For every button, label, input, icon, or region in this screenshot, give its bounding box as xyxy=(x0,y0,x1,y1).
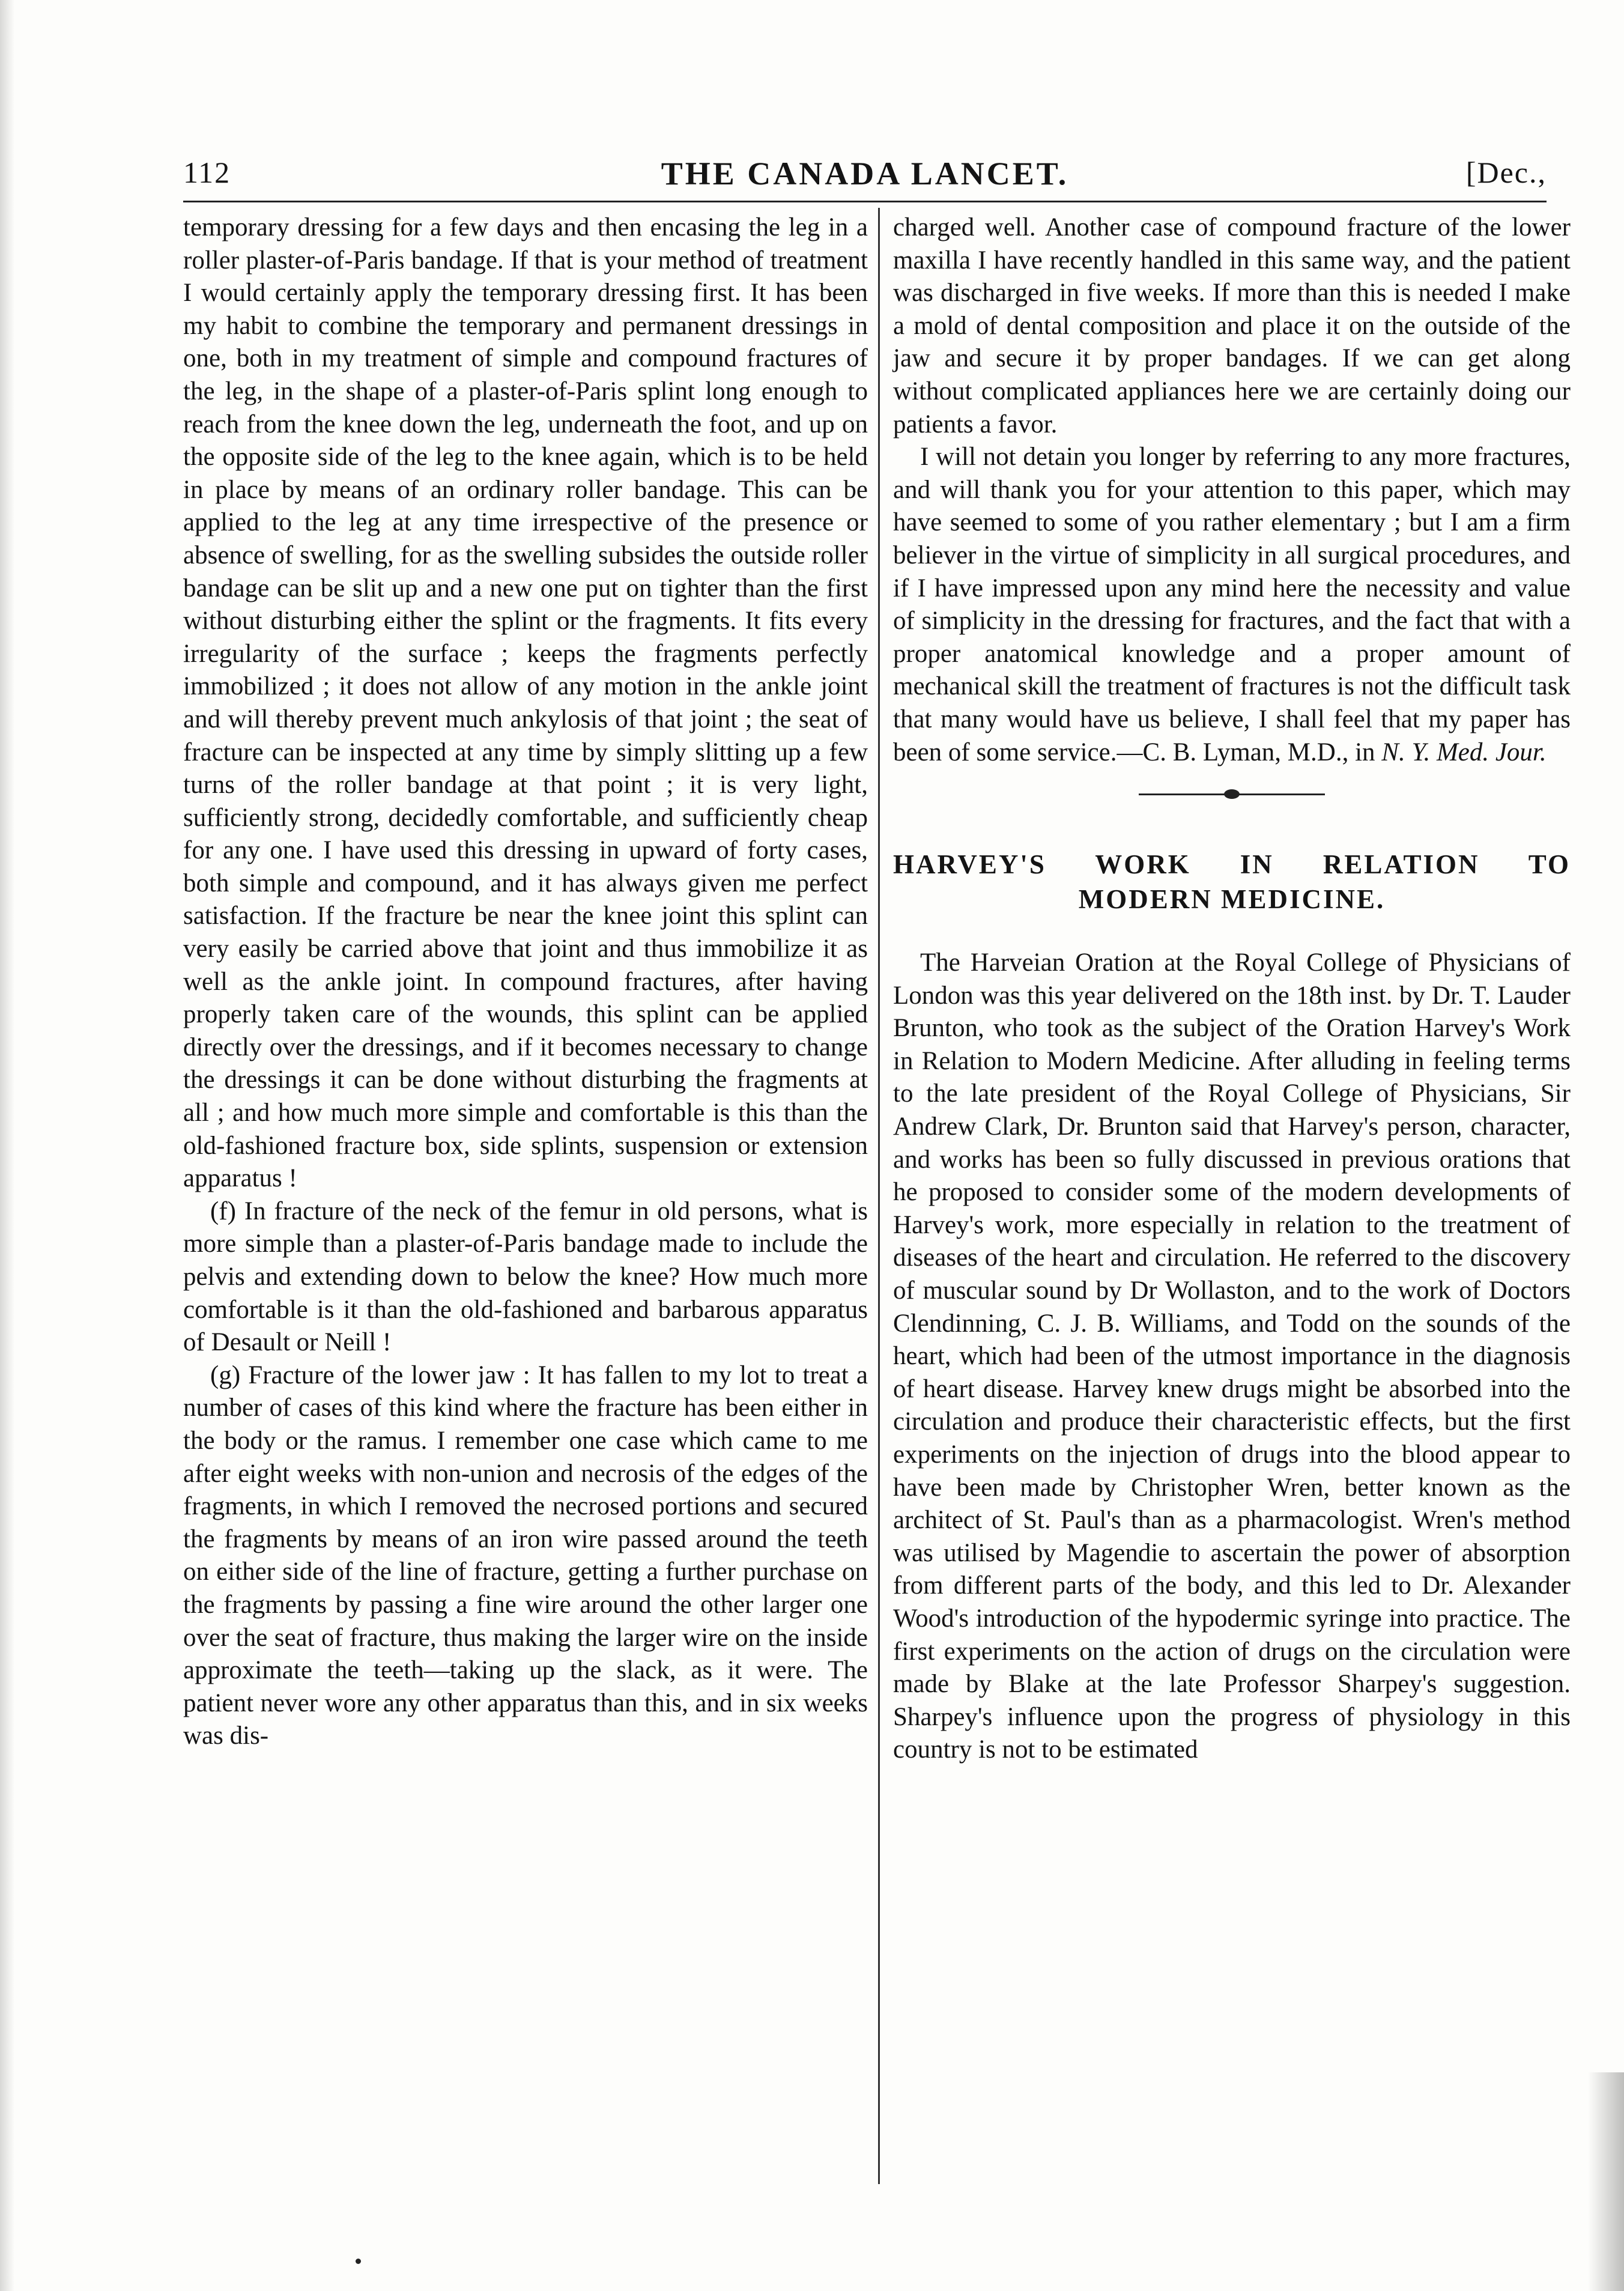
conclusion-text: I will not detain you longer by referring to any more fractures, and will thank you for your attention to this paper, which may have seemed to some of you rather elementary ; but I am a firm believer in the virtue of simplicity in all surgical procedures, and if I have impressed upon any mind here the necessity and value of simplicity in the dressing for fractures, and the fact that with a proper anatomical knowledge and a proper amount of mechanical skill the treatment of fractures is not the difficult task that many would have us believe, I shall feel that my paper has been of some service.—C. B. Lyman, M.D., in xyxy=(893,443,1571,766)
article-heading-line-2: MODERN MEDICINE. xyxy=(1078,884,1386,915)
left-column xyxy=(183,211,868,1753)
article-heading-line-1: HARVEY'S WORK IN RELATION TO xyxy=(893,849,1571,880)
column-divider xyxy=(878,208,880,2184)
issue-date: [Dec., xyxy=(1465,156,1547,189)
ornament-dot xyxy=(1224,789,1240,799)
section-ornament xyxy=(1139,788,1325,800)
page-corner-shadow xyxy=(1588,2072,1624,2291)
paragraph-lower-jaw-fracture: (g) Fracture of the lower jaw : It has fallen to my lot to treat a number of cases of this kind where the fracture has been either in the body or the ramus. I remember one case which came to me after eight weeks with non-union and necrosis of the edges of the fragments, in which I removed the necrosed portions and secured the fragments by means of an iron wire passed around the teeth on either side of the line of fracture, getting a further purchase on the fragments by passing a fine wire around the other larger one over the seat of fracture, thus making the larger wire on the inside approximate the teeth—taking up the slack, as it were. The patient never wore any other apparatus than this, and in six weeks was dis- xyxy=(183,1361,868,1750)
source-citation: N. Y. Med. Jour. xyxy=(1381,738,1547,766)
right-column xyxy=(893,211,1571,1767)
page-binding-shadow xyxy=(0,0,14,2291)
footer-mark xyxy=(356,2259,361,2264)
header-rule xyxy=(183,201,1547,202)
paragraph-splint-dressing: temporary dressing for a few days and then encasing the leg in a roller plaster-of-Paris bandage. If that is your method of treatment I would certainly apply the temporary dressing first. It has been my habit to combine the temporary and permanent dressings in one, both in my treatment of simple and compound fractures of the leg, in the shape of a plaster-of-Paris splint long enough to reach from the knee down the leg, underneath the foot, and up on the opposite side of the leg to the knee again, which is to be held in place by means of an ordinary roller bandage. This can be applied to the leg at any time irrespective of the presence or absence of swelling, for as the swelling subsides the outside roller bandage can be slit up and a new one put on tighter than the first without disturbing either the splint or the fragments. It fits every irregularity of the surface ; keeps the fragments perfectly immobilized ; it does not allow of any motion in the ankle joint and will thereby prevent much ankylosis of that joint ; the seat of fracture can be inspected at any time by simply slitting up a few turns of the roller bandage at that point ; it is very light, sufficiently strong, decidedly comfortable, and sufficiently cheap for any one. I have used this dressing in upward of forty cases, both simple and compound, and it has always given me perfect satisfaction. If the fracture be near the knee joint this splint can very easily be carried above that joint and thus immobilize it as well as the ankle joint. In compound fractures, after having properly taken care of the wounds, this splint can be applied directly over the dressings, and if it becomes necessary to change the dressings it can be done without disturbing the fragments at all ; and how much more simple and comfortable is this than the old-fashioned fracture box, side splints, suspension or extension apparatus ! xyxy=(183,213,868,1193)
paragraph-jaw-continued: charged well. Another case of compound fracture of the lower maxilla I have recently handled in this same way, and the patient was discharged in five weeks. If more than this is needed I make a mold of dental composition and place it on the outside of the jaw and secure it by proper bandages. If we can get along without complicated appliances here we are certainly doing our patients a favor. xyxy=(893,213,1571,438)
running-header xyxy=(183,155,1547,197)
page-number: 112 xyxy=(183,156,231,189)
journal-title: THE CANADA LANCET. xyxy=(661,156,1069,192)
article-heading xyxy=(893,847,1571,917)
paragraph-femur-fracture: (f) In fracture of the neck of the femur in old persons, what is more simple than a plaster-of-Paris bandage made to include the pelvis and extending down to below the knee? How much more comfortable is it than the old-fashioned and barbarous apparatus of Desault or Neill ! xyxy=(183,1197,868,1357)
paragraph-harveian-oration: The Harveian Oration at the Royal College of Physicians of London was this year delivered on the 18th inst. by Dr. T. Lauder Brunton, who took as the subject of the Oration Harvey's Work in Relation to Modern Medicine. After alluding in feeling terms to the late president of the Royal College of Physicians, Sir Andrew Clark, Dr. Brunton said that Harvey's person, character, and works has been so fully discussed in previous orations that he proposed to consider some of the modern developments of Harvey's work, more especially in relation to the treatment of diseases of the heart and circulation. He referred to the discovery of muscular sound by Dr Wollaston, and to the work of Doctors Clendinning, C. J. B. Williams, and Todd on the sounds of the heart, which had been of the utmost importance in the diagnosis of heart disease. Harvey knew drugs might be absorbed into the circulation and produce their characteristic effects, but the first experiments on the injection of drugs into the blood appear to have been made by Christopher Wren, better known as the architect of St. Paul's than as a pharmacologist. Wren's method was utilised by Magendie to ascertain the power of absorption from different parts of the body, and this led to Dr. Alexander Wood's introduction of the hypodermic syringe into practice. The first experiments on the action of drugs on the circulation were made by Blake at the late Professor Sharpey's suggestion. Sharpey's influence upon the progress of physiology in this country is not to be estimated xyxy=(893,948,1571,1764)
paragraph-conclusion xyxy=(893,441,1571,769)
